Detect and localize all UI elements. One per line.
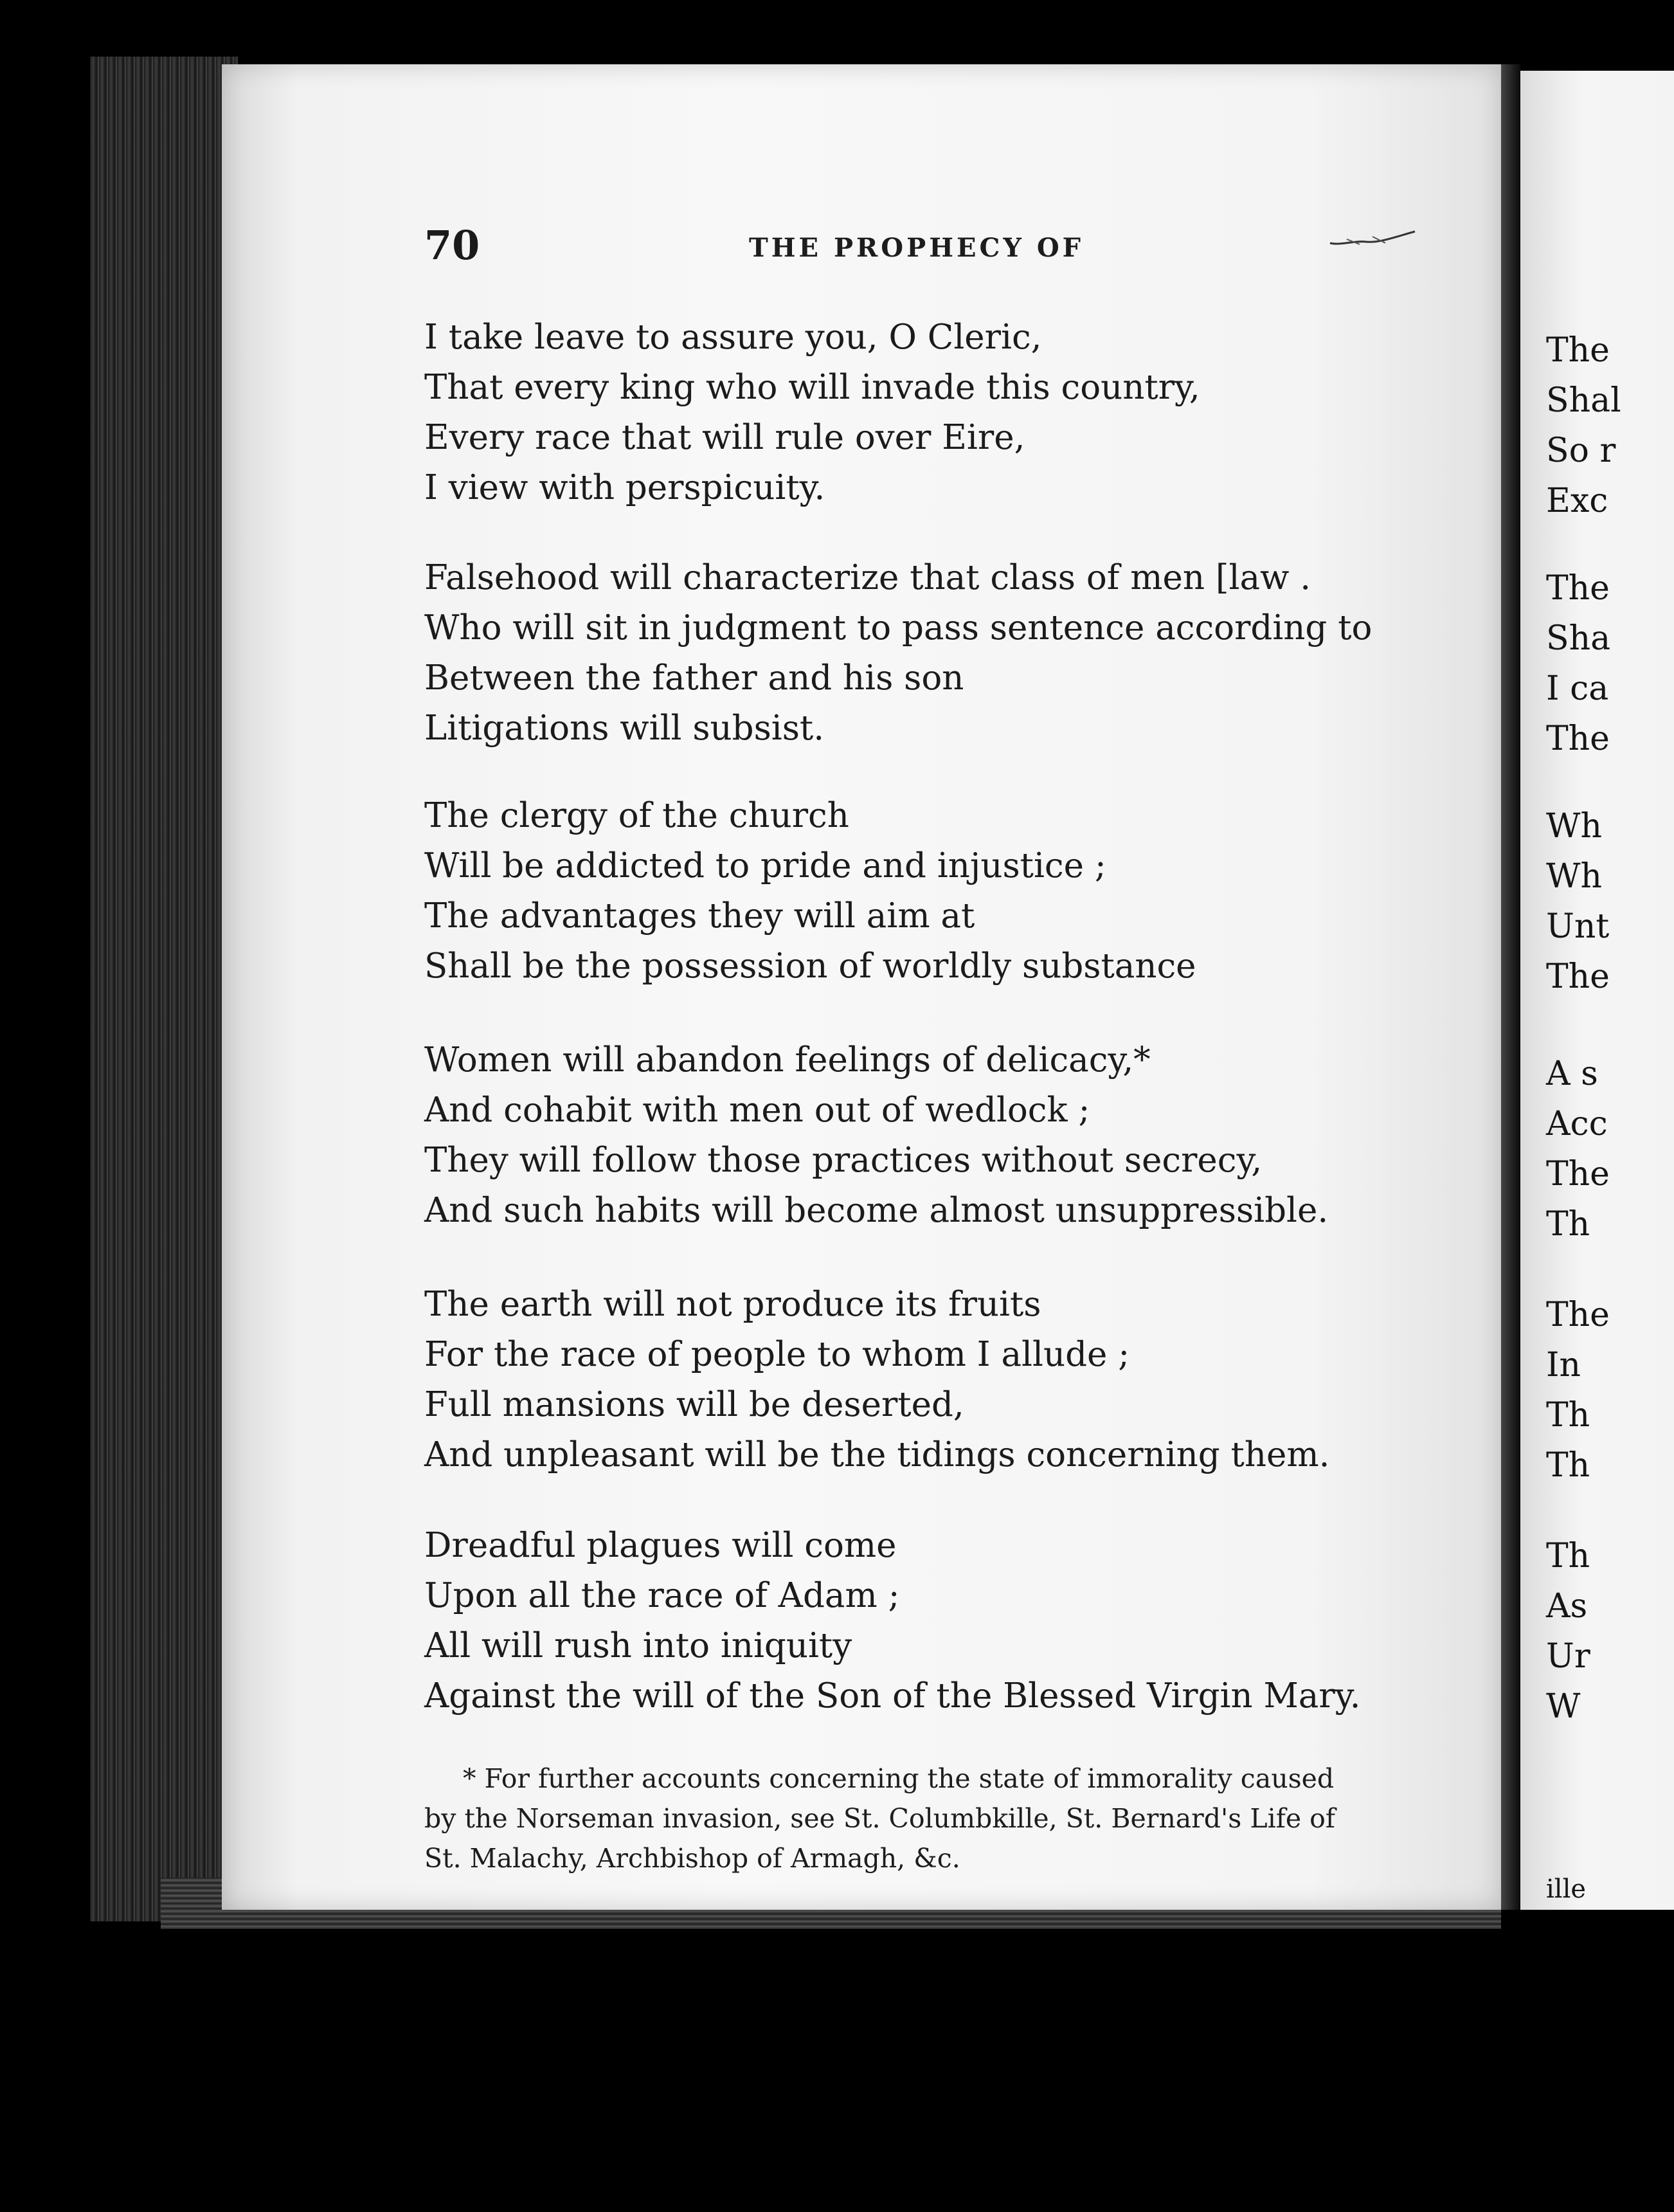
stanza (424, 553, 1453, 754)
verse-line: And cohabit with men out of wedlock ; (424, 1091, 1090, 1130)
facing-line-fragment: Wh (1546, 807, 1602, 846)
facing-line-fragment: Unt (1546, 907, 1610, 946)
facing-line-fragment: The (1546, 957, 1610, 996)
facing-line-fragment: In (1546, 1346, 1581, 1384)
facing-line-fragment: The (1546, 720, 1610, 758)
facing-line-fragment: W (1546, 1687, 1581, 1726)
verse-line: Every race that will rule over Eire, (424, 418, 1025, 457)
facing-line-fragment: Th (1546, 1396, 1590, 1435)
footnote-line: by the Norseman invasion, see St. Columbkille, St. Bernard's Life of (424, 1803, 1336, 1834)
verse-line: I view with perspicuity. (424, 468, 825, 507)
facing-line-fragment: I ca (1546, 669, 1609, 708)
facing-line-fragment: Ur (1546, 1637, 1590, 1676)
verse-line: Between the father and his son (424, 658, 964, 698)
page-number: 70 (424, 222, 480, 269)
verse-line: The advantages they will aim at (424, 896, 975, 936)
stanza (424, 1521, 1453, 1721)
facing-line-fragment: A s (1546, 1055, 1598, 1093)
verse-line: For the race of people to whom I allude ; (424, 1335, 1130, 1374)
stanza (424, 313, 1453, 513)
verse-line: Upon all the race of Adam ; (424, 1576, 900, 1615)
verse-line: Shall be the possession of worldly substance (424, 947, 1196, 986)
verse-line: And such habits will become almost unsuppressible. (424, 1191, 1329, 1230)
footnote-line: * For further accounts concerning the state of immorality caused (463, 1763, 1335, 1794)
facing-line-fragment: The (1546, 1155, 1610, 1193)
verse-line: Litigations will subsist. (424, 709, 825, 748)
pencil-mark-icon (1328, 226, 1418, 249)
verse-line: Full mansions will be deserted, (424, 1385, 964, 1424)
verse-line: And unpleasant will be the tidings concerning them. (424, 1435, 1330, 1474)
verse-line: Dreadful plagues will come (424, 1526, 897, 1565)
stanza (424, 791, 1453, 992)
verse-line: Women will abandon feelings of delicacy,* (424, 1040, 1151, 1080)
verse-line: Against the will of the Son of the Blessed Virgin Mary. (424, 1676, 1361, 1716)
right-facing-page (1520, 71, 1674, 1910)
stanza (424, 1035, 1453, 1236)
facing-line-fragment: The (1546, 1296, 1610, 1334)
facing-line-fragment: Th (1546, 1537, 1590, 1575)
facing-line-fragment: ille (1546, 1874, 1587, 1904)
verse-line: Falsehood will characterize that class of men [law . (424, 558, 1311, 597)
verse-line: Will be addicted to pride and injustice ; (424, 846, 1106, 885)
facing-line-fragment: Exc (1546, 482, 1608, 520)
facing-line-fragment: Acc (1546, 1105, 1608, 1143)
verse-line: All will rush into iniquity (424, 1626, 852, 1665)
facing-line-fragment: Sha (1546, 619, 1611, 658)
footnote (424, 1759, 1427, 1878)
facing-line-fragment: Shal (1546, 381, 1621, 420)
facing-line-fragment: The (1546, 331, 1610, 370)
dust-speck (45, 1093, 50, 1102)
facing-line-fragment: Th (1546, 1205, 1590, 1244)
dust-speck (932, 5, 944, 17)
facing-line-fragment: The (1546, 569, 1610, 608)
running-head: THE PROPHECY OF (749, 233, 1084, 263)
page-block-edges (90, 57, 238, 1921)
verse-line: They will follow those practices without secrecy, (424, 1141, 1263, 1180)
verse-line: Who will sit in judgment to pass sentence according to (424, 608, 1372, 648)
verse-line: The clergy of the church (424, 796, 849, 835)
facing-line-fragment: Th (1546, 1446, 1590, 1485)
verse-line: I take leave to assure you, O Cleric, (424, 318, 1042, 357)
verse-line: The earth will not produce its fruits (424, 1285, 1041, 1324)
stanza (424, 1280, 1453, 1480)
facing-line-fragment: As (1546, 1587, 1588, 1626)
facing-line-fragment: So r (1546, 431, 1616, 470)
book-gutter (1501, 64, 1520, 1910)
footnote-line: St. Malachy, Archbishop of Armagh, &c. (424, 1843, 960, 1874)
verse-line: That every king who will invade this country, (424, 368, 1200, 407)
facing-line-fragment: Wh (1546, 857, 1602, 896)
